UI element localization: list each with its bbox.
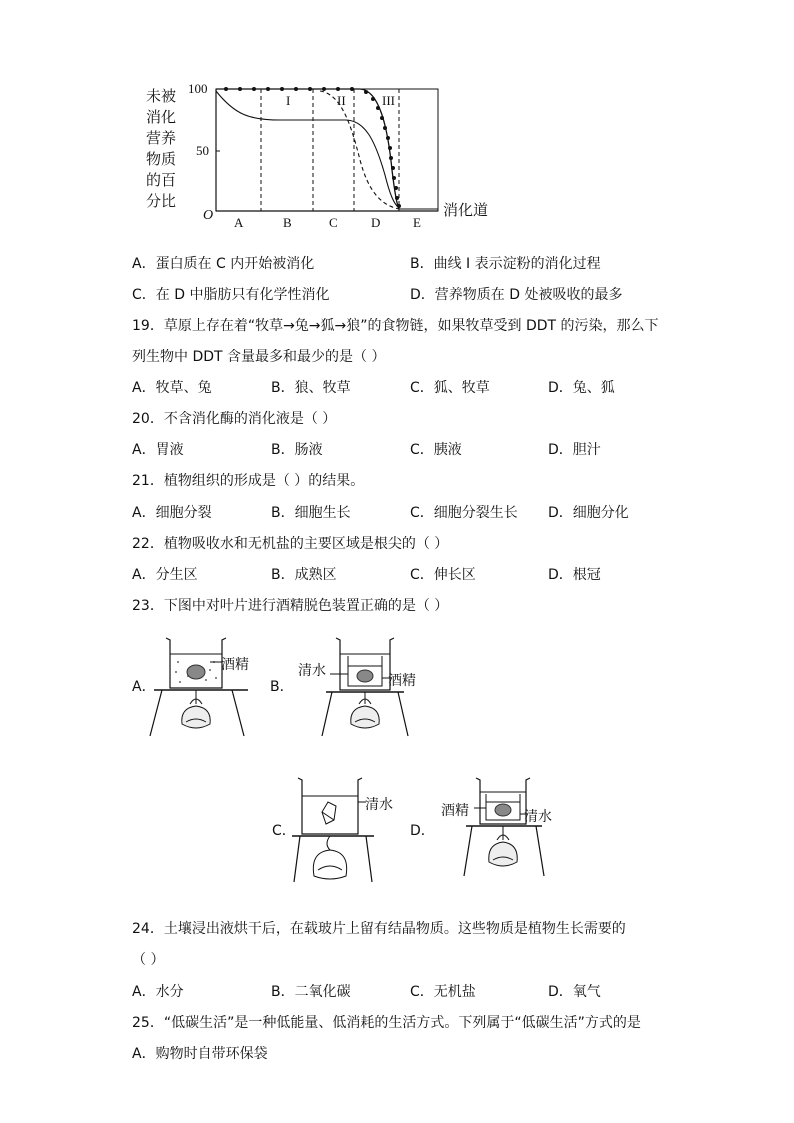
apparatus-a: [130, 632, 260, 742]
apparatus-d-letter: D．: [410, 823, 435, 839]
xtick-d-label: D: [371, 215, 381, 230]
apparatus-b-letter: B．: [270, 679, 294, 695]
q19-stem-line2: 列生物中 DDT 含量最多和最少的是（ ）: [132, 349, 386, 365]
q24-option-b: B．二氧化碳: [271, 984, 351, 1000]
q20-option-a: A．胃液: [132, 442, 184, 458]
xtick-e-label: E: [413, 215, 421, 230]
apparatus-c: [270, 772, 410, 887]
q25-stem: 25．“低碳生活”是一种低能量、低消耗的生活方式。下列属于“低碳生活”方式的是: [132, 1015, 641, 1031]
q21-option-d: D．细胞分化: [548, 505, 629, 521]
xtick-a-label: A: [234, 215, 244, 230]
digestion-chart-figure: [140, 80, 500, 230]
apparatus-b: [270, 632, 430, 742]
apparatus-c-water-label: 清水: [365, 797, 393, 813]
plot-frame: [216, 89, 438, 211]
apparatus-a-drawing: [130, 632, 260, 742]
q21-stem: 21．植物组织的形成是（ ）的结果。: [132, 473, 365, 489]
q24-option-c: C．无机盐: [410, 984, 476, 1000]
origin-label: O: [203, 208, 214, 223]
q22-option-c: C．伸长区: [410, 567, 476, 583]
q18-option-d: D．营养物质在 D 处被吸收的最多: [410, 287, 623, 303]
apparatus-b-alcohol-label: 酒精: [388, 673, 416, 689]
q19-option-b: B．狼、牧草: [271, 380, 351, 396]
apparatus-b-water-label: 清水: [298, 663, 326, 679]
q19-option-a: A．牧草、兔: [132, 380, 212, 396]
apparatus-d-water-label: 清水: [524, 809, 552, 825]
region-label-ii: II: [337, 93, 346, 108]
curve-i: [216, 91, 399, 208]
xtick-b-label: B: [283, 215, 292, 230]
xaxis-label: 消化道: [443, 201, 489, 219]
q18-option-b: B．曲线 I 表示淀粉的消化过程: [410, 256, 601, 272]
q24-option-d: D．氧气: [548, 984, 601, 1000]
q22-option-a: A．分生区: [132, 567, 198, 583]
region-label-iii: III: [382, 93, 395, 108]
q20-option-c: C．胰液: [410, 442, 462, 458]
apparatus-c-letter: C．: [272, 823, 296, 839]
q21-option-a: A．细胞分裂: [132, 505, 212, 521]
q20-option-d: D．胆汁: [548, 442, 601, 458]
apparatus-a-letter: A．: [132, 679, 156, 695]
region-label-i: I: [286, 93, 291, 108]
apparatus-d-drawing: [408, 772, 568, 887]
q18-option-c: C．在 D 中脂肪只有化学性消化: [132, 287, 330, 303]
ytick-100-label: 100: [188, 81, 208, 96]
q22-stem: 22．植物吸收水和无机盐的主要区域是根尖的（ ）: [132, 536, 449, 552]
q23-stem: 23．下图中对叶片进行酒精脱色装置正确的是（ ）: [132, 598, 449, 614]
apparatus-a-alcohol-label: 酒精: [221, 657, 249, 673]
apparatus-d: [408, 772, 568, 887]
apparatus-c-drawing: [270, 772, 410, 887]
q25-option-a: A．购物时自带环保袋: [132, 1046, 268, 1062]
q21-option-c: C．细胞分裂生长: [410, 505, 518, 521]
q24-stem-line2: （ ）: [132, 952, 165, 968]
chart-ylabel: 未被 消化 营养 物质 的百 分比: [146, 87, 177, 210]
q24-option-a: A．水分: [132, 984, 184, 1000]
ytick-50-label: 50: [196, 143, 209, 158]
q19-option-c: C．狐、牧草: [410, 380, 490, 396]
q20-stem: 20．不含消化酶的消化液是（ ）: [132, 411, 337, 427]
q22-option-b: B．成熟区: [271, 567, 337, 583]
xtick-c-label: C: [329, 215, 338, 230]
q24-stem-line1: 24．土壤浸出液烘干后，在载玻片上留有结晶物质。这些物质是植物生长需要的: [132, 921, 626, 937]
q19-stem-line1: 19．草原上存在着“牧草→兔→狐→狼”的食物链，如果牧草受到 DDT 的污染，那么下: [132, 318, 659, 334]
q20-option-b: B．肠液: [271, 442, 323, 458]
q18-option-a: A．蛋白质在 C 内开始被消化: [132, 256, 315, 272]
q22-option-d: D．根冠: [548, 567, 601, 583]
q19-option-d: D．兔、狐: [548, 380, 615, 396]
curve-iii: [216, 89, 399, 209]
q21-option-b: B．细胞生长: [271, 505, 351, 521]
apparatus-d-alcohol-label: 酒精: [441, 803, 469, 819]
